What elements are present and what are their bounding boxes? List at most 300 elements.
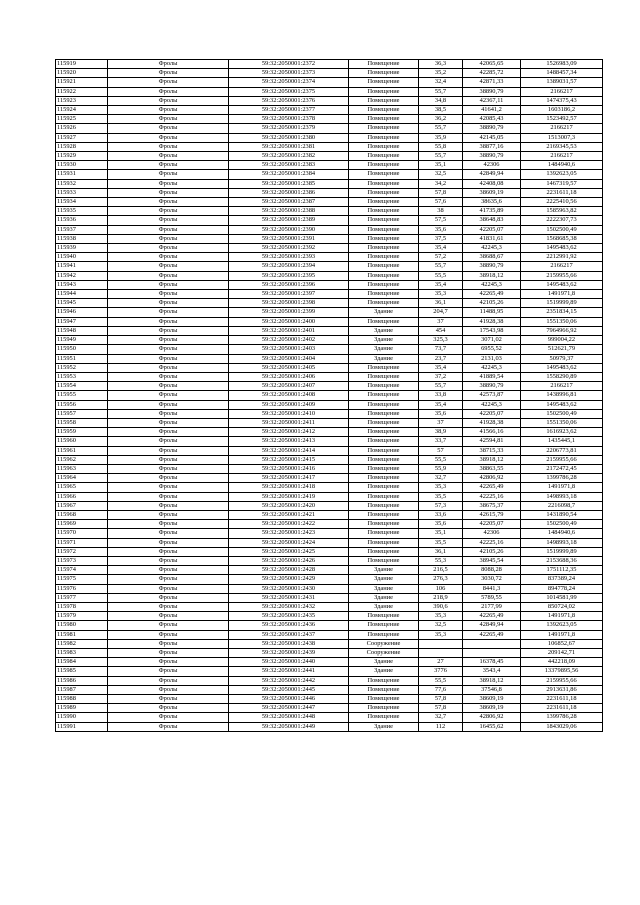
settlement-cell: Фролы <box>108 547 229 556</box>
table-row <box>56 630 603 639</box>
cadastral-number-cell: 59:32:2050001:2413 <box>229 437 349 446</box>
table-row <box>56 547 603 556</box>
area-cell: 32,5 <box>419 621 463 630</box>
table-body <box>56 60 603 732</box>
cadastral-number-cell: 59:32:2050001:2375 <box>229 87 349 96</box>
object-type-cell: Помещение <box>349 474 419 483</box>
row-number-cell: 115973 <box>56 556 108 565</box>
cadastral-number-cell: 59:32:2050001:2418 <box>229 483 349 492</box>
cadastral-value-cell: 1431890,54 <box>521 510 603 519</box>
row-number-cell: 115984 <box>56 658 108 667</box>
table-row <box>56 685 603 694</box>
row-number-cell: 115982 <box>56 639 108 648</box>
settlement-cell: Фролы <box>108 244 229 253</box>
row-number-cell: 115950 <box>56 345 108 354</box>
table-row <box>56 308 603 317</box>
cadastral-number-cell: 59:32:2050001:2377 <box>229 106 349 115</box>
row-number-cell: 115985 <box>56 667 108 676</box>
cadastral-value-cell: 2225410,56 <box>521 198 603 207</box>
area-cell: 35,5 <box>419 492 463 501</box>
row-number-cell: 115933 <box>56 188 108 197</box>
row-number-cell: 115977 <box>56 593 108 602</box>
object-type-cell: Помещение <box>349 418 419 427</box>
area-cell: 35,1 <box>419 161 463 170</box>
unit-value-cell: 42615,79 <box>463 510 521 519</box>
cadastral-value-cell: 1751112,35 <box>521 566 603 575</box>
cadastral-number-cell: 59:32:2050001:2388 <box>229 207 349 216</box>
area-cell: 55,3 <box>419 556 463 565</box>
row-number-cell: 115976 <box>56 584 108 593</box>
table-row <box>56 253 603 262</box>
cadastral-number-cell: 59:32:2050001:2383 <box>229 161 349 170</box>
cadastral-number-cell: 59:32:2050001:2429 <box>229 575 349 584</box>
row-number-cell: 115929 <box>56 152 108 161</box>
table-row <box>56 87 603 96</box>
unit-value-cell: 38918,12 <box>463 455 521 464</box>
area-cell: 35,4 <box>419 400 463 409</box>
object-type-cell: Помещение <box>349 87 419 96</box>
object-type-cell: Здание <box>349 602 419 611</box>
settlement-cell: Фролы <box>108 363 229 372</box>
cadastral-number-cell: 59:32:2050001:2422 <box>229 520 349 529</box>
cadastral-value-cell: 1484940,6 <box>521 529 603 538</box>
row-number-cell: 115922 <box>56 87 108 96</box>
row-number-cell: 115958 <box>56 418 108 427</box>
cadastral-value-cell: 2166217 <box>521 152 603 161</box>
cadastral-number-cell: 59:32:2050001:2448 <box>229 713 349 722</box>
object-type-cell: Здание <box>349 354 419 363</box>
settlement-cell: Фролы <box>108 713 229 722</box>
cadastral-number-cell: 59:32:2050001:2435 <box>229 612 349 621</box>
cadastral-number-cell: 59:32:2050001:2381 <box>229 142 349 151</box>
settlement-cell: Фролы <box>108 474 229 483</box>
cadastral-value-cell: 1513007,3 <box>521 133 603 142</box>
cadastral-value-cell: 1523492,57 <box>521 115 603 124</box>
settlement-cell: Фролы <box>108 455 229 464</box>
object-type-cell: Помещение <box>349 78 419 87</box>
table-row <box>56 290 603 299</box>
cadastral-value-cell: 1495483,62 <box>521 400 603 409</box>
table-row <box>56 455 603 464</box>
settlement-cell: Фролы <box>108 649 229 658</box>
row-number-cell: 115961 <box>56 446 108 455</box>
unit-value-cell: 2131,03 <box>463 354 521 363</box>
unit-value-cell: 5789,55 <box>463 593 521 602</box>
object-type-cell: Помещение <box>349 630 419 639</box>
object-type-cell: Помещение <box>349 464 419 473</box>
object-type-cell: Помещение <box>349 713 419 722</box>
unit-value-cell: 38715,33 <box>463 446 521 455</box>
area-cell: 38,9 <box>419 428 463 437</box>
table-row <box>56 216 603 225</box>
row-number-cell: 115964 <box>56 474 108 483</box>
cadastral-number-cell: 59:32:2050001:2419 <box>229 492 349 501</box>
unit-value-cell: 42245,3 <box>463 400 521 409</box>
object-type-cell: Помещение <box>349 695 419 704</box>
unit-value-cell: 42225,16 <box>463 492 521 501</box>
area-cell: 23,7 <box>419 354 463 363</box>
unit-value-cell: 42849,94 <box>463 621 521 630</box>
settlement-cell: Фролы <box>108 271 229 280</box>
area-cell: 55,5 <box>419 271 463 280</box>
area-cell: 35,4 <box>419 363 463 372</box>
cadastral-number-cell: 59:32:2050001:2400 <box>229 317 349 326</box>
object-type-cell: Здание <box>349 593 419 602</box>
area-cell: 112 <box>419 722 463 731</box>
cadastral-number-cell: 59:32:2050001:2389 <box>229 216 349 225</box>
unit-value-cell: 8088,28 <box>463 566 521 575</box>
cadastral-number-cell: 59:32:2050001:2431 <box>229 593 349 602</box>
unit-value-cell: 37546,8 <box>463 685 521 694</box>
unit-value-cell: 38890,79 <box>463 87 521 96</box>
table-row <box>56 437 603 446</box>
unit-value-cell: 42306 <box>463 161 521 170</box>
unit-value-cell: 42806,92 <box>463 713 521 722</box>
object-type-cell: Здание <box>349 345 419 354</box>
cadastral-value-cell: 2159955,66 <box>521 676 603 685</box>
row-number-cell: 115981 <box>56 630 108 639</box>
cadastral-number-cell: 59:32:2050001:2441 <box>229 667 349 676</box>
row-number-cell: 115938 <box>56 234 108 243</box>
object-type-cell: Помещение <box>349 207 419 216</box>
cadastral-number-cell: 59:32:2050001:2447 <box>229 704 349 713</box>
cadastral-number-cell: 59:32:2050001:2391 <box>229 234 349 243</box>
table-row <box>56 271 603 280</box>
row-number-cell: 115920 <box>56 69 108 78</box>
object-type-cell: Помещение <box>349 501 419 510</box>
object-type-cell: Помещение <box>349 170 419 179</box>
row-number-cell: 115931 <box>56 170 108 179</box>
cadastral-number-cell: 59:32:2050001:2399 <box>229 308 349 317</box>
object-type-cell: Помещение <box>349 621 419 630</box>
cadastral-value-cell: 1498993,18 <box>521 538 603 547</box>
cadastral-value-cell: 1551350,06 <box>521 418 603 427</box>
object-type-cell: Помещение <box>349 299 419 308</box>
unit-value-cell: 16455,62 <box>463 722 521 731</box>
settlement-cell: Фролы <box>108 446 229 455</box>
table-row <box>56 538 603 547</box>
unit-value-cell: 41566,16 <box>463 428 521 437</box>
row-number-cell: 115934 <box>56 198 108 207</box>
area-cell: 77,6 <box>419 685 463 694</box>
cadastral-value-cell: 1495483,62 <box>521 363 603 372</box>
cadastral-value-cell: 50979,37 <box>521 354 603 363</box>
cadastral-value-cell: 2222307,73 <box>521 216 603 225</box>
object-type-cell: Помещение <box>349 317 419 326</box>
object-type-cell: Помещение <box>349 556 419 565</box>
row-number-cell: 115960 <box>56 437 108 446</box>
area-cell: 57 <box>419 446 463 455</box>
area-cell: 55,7 <box>419 382 463 391</box>
object-type-cell: Помещение <box>349 372 419 381</box>
unit-value-cell <box>463 639 521 648</box>
object-type-cell: Помещение <box>349 198 419 207</box>
cadastral-value-cell: 1551350,06 <box>521 317 603 326</box>
cadastral-value-cell: 2169345,53 <box>521 142 603 151</box>
cadastral-value-cell: 1495483,62 <box>521 244 603 253</box>
area-cell: 106 <box>419 584 463 593</box>
row-number-cell: 115927 <box>56 133 108 142</box>
cadastral-number-cell: 59:32:2050001:2403 <box>229 345 349 354</box>
unit-value-cell: 42573,87 <box>463 391 521 400</box>
area-cell: 55,7 <box>419 87 463 96</box>
object-type-cell: Помещение <box>349 133 419 142</box>
settlement-cell: Фролы <box>108 280 229 289</box>
row-number-cell: 115949 <box>56 336 108 345</box>
area-cell: 218,9 <box>419 593 463 602</box>
cadastral-number-cell: 59:32:2050001:2412 <box>229 428 349 437</box>
settlement-cell: Фролы <box>108 483 229 492</box>
cadastral-value-cell: 1399786,28 <box>521 713 603 722</box>
object-type-cell: Помещение <box>349 115 419 124</box>
settlement-cell: Фролы <box>108 492 229 501</box>
settlement-cell: Фролы <box>108 630 229 639</box>
cadastral-value-cell: 1399786,28 <box>521 474 603 483</box>
object-type-cell: Помещение <box>349 60 419 69</box>
area-cell: 73,7 <box>419 345 463 354</box>
row-number-cell: 115948 <box>56 326 108 335</box>
object-type-cell: Помещение <box>349 96 419 105</box>
cadastral-value-cell: 2212991,92 <box>521 253 603 262</box>
area-cell: 204,7 <box>419 308 463 317</box>
area-cell: 57,6 <box>419 198 463 207</box>
object-type-cell: Помещение <box>349 152 419 161</box>
area-cell: 57,2 <box>419 253 463 262</box>
area-cell <box>419 649 463 658</box>
area-cell: 35,3 <box>419 483 463 492</box>
table-row <box>56 299 603 308</box>
row-number-cell: 115951 <box>56 354 108 363</box>
cadastral-number-cell: 59:32:2050001:2394 <box>229 262 349 271</box>
object-type-cell: Помещение <box>349 437 419 446</box>
row-number-cell: 115935 <box>56 207 108 216</box>
table-row <box>56 593 603 602</box>
row-number-cell: 115954 <box>56 382 108 391</box>
cadastral-number-cell: 59:32:2050001:2438 <box>229 639 349 648</box>
cadastral-value-cell: 1495483,62 <box>521 280 603 289</box>
cadastral-value-cell: 1474375,43 <box>521 96 603 105</box>
settlement-cell: Фролы <box>108 188 229 197</box>
cadastral-value-cell: 1519999,89 <box>521 299 603 308</box>
table-row <box>56 152 603 161</box>
cadastral-number-cell: 59:32:2050001:2373 <box>229 69 349 78</box>
settlement-cell: Фролы <box>108 556 229 565</box>
table-row <box>56 428 603 437</box>
cadastral-value-cell: 894778,24 <box>521 584 603 593</box>
settlement-cell: Фролы <box>108 676 229 685</box>
cadastral-number-cell: 59:32:2050001:2396 <box>229 280 349 289</box>
settlement-cell: Фролы <box>108 437 229 446</box>
cadastral-value-cell: 1616923,62 <box>521 428 603 437</box>
object-type-cell: Помещение <box>349 142 419 151</box>
settlement-cell: Фролы <box>108 372 229 381</box>
object-type-cell: Помещение <box>349 382 419 391</box>
cadastral-value-cell: 2159955,66 <box>521 271 603 280</box>
settlement-cell: Фролы <box>108 409 229 418</box>
cadastral-number-cell: 59:32:2050001:2421 <box>229 510 349 519</box>
table-row <box>56 520 603 529</box>
object-type-cell: Здание <box>349 658 419 667</box>
row-number-cell: 115957 <box>56 409 108 418</box>
row-number-cell: 115940 <box>56 253 108 262</box>
row-number-cell: 115971 <box>56 538 108 547</box>
area-cell: 35,3 <box>419 290 463 299</box>
area-cell: 57,8 <box>419 188 463 197</box>
cadastral-number-cell: 59:32:2050001:2390 <box>229 225 349 234</box>
row-number-cell: 115952 <box>56 363 108 372</box>
settlement-cell: Фролы <box>108 207 229 216</box>
unit-value-cell: 42205,07 <box>463 409 521 418</box>
cadastral-number-cell: 59:32:2050001:2401 <box>229 326 349 335</box>
object-type-cell: Помещение <box>349 290 419 299</box>
settlement-cell: Фролы <box>108 317 229 326</box>
cadastral-value-cell: 1558290,89 <box>521 372 603 381</box>
table-row <box>56 262 603 271</box>
cadastral-number-cell: 59:32:2050001:2382 <box>229 152 349 161</box>
table-row <box>56 372 603 381</box>
table-row <box>56 188 603 197</box>
row-number-cell: 115963 <box>56 464 108 473</box>
unit-value-cell: 38918,12 <box>463 271 521 280</box>
object-type-cell: Здание <box>349 336 419 345</box>
unit-value-cell: 42105,26 <box>463 547 521 556</box>
object-type-cell: Помещение <box>349 106 419 115</box>
area-cell: 55,9 <box>419 464 463 473</box>
table-row <box>56 464 603 473</box>
cadastral-number-cell: 59:32:2050001:2445 <box>229 685 349 694</box>
settlement-cell: Фролы <box>108 464 229 473</box>
cadastral-value-cell: 1843029,06 <box>521 722 603 731</box>
cadastral-value-cell: 2166217 <box>521 382 603 391</box>
cadastral-number-cell: 59:32:2050001:2372 <box>229 60 349 69</box>
area-cell: 35,6 <box>419 409 463 418</box>
object-type-cell: Помещение <box>349 510 419 519</box>
cadastral-number-cell: 59:32:2050001:2379 <box>229 124 349 133</box>
row-number-cell: 115988 <box>56 695 108 704</box>
area-cell: 55,5 <box>419 455 463 464</box>
settlement-cell: Фролы <box>108 161 229 170</box>
cadastral-number-cell: 59:32:2050001:2436 <box>229 621 349 630</box>
area-cell: 37,2 <box>419 372 463 381</box>
cadastral-number-cell: 59:32:2050001:2378 <box>229 115 349 124</box>
cadastral-value-cell: 1389031,57 <box>521 78 603 87</box>
unit-value-cell: 38609,19 <box>463 188 521 197</box>
area-cell: 32,7 <box>419 713 463 722</box>
area-cell: 34,8 <box>419 96 463 105</box>
area-cell: 390,6 <box>419 602 463 611</box>
unit-value-cell: 42306 <box>463 529 521 538</box>
table-row <box>56 69 603 78</box>
cadastral-value-cell: 2159955,66 <box>521 455 603 464</box>
settlement-cell: Фролы <box>108 96 229 105</box>
table-row <box>56 133 603 142</box>
area-cell: 216,5 <box>419 566 463 575</box>
cadastral-number-cell: 59:32:2050001:2428 <box>229 566 349 575</box>
cadastral-value-cell: 442218,09 <box>521 658 603 667</box>
unit-value-cell: 3030,72 <box>463 575 521 584</box>
table-row <box>56 345 603 354</box>
cadastral-number-cell: 59:32:2050001:2442 <box>229 676 349 685</box>
object-type-cell: Помещение <box>349 685 419 694</box>
cadastral-value-cell: 1585963,82 <box>521 207 603 216</box>
cadastral-value-cell: 106852,67 <box>521 639 603 648</box>
table-row <box>56 115 603 124</box>
settlement-cell: Фролы <box>108 336 229 345</box>
unit-value-cell: 42065,65 <box>463 60 521 69</box>
table-row <box>56 556 603 565</box>
settlement-cell: Фролы <box>108 529 229 538</box>
object-type-cell: Помещение <box>349 492 419 501</box>
area-cell: 35,4 <box>419 244 463 253</box>
cadastral-value-cell: 1603186,2 <box>521 106 603 115</box>
object-type-cell: Здание <box>349 566 419 575</box>
table-row <box>56 326 603 335</box>
unit-value-cell: 38890,79 <box>463 124 521 133</box>
object-type-cell: Здание <box>349 326 419 335</box>
settlement-cell: Фролы <box>108 510 229 519</box>
table-row <box>56 658 603 667</box>
object-type-cell: Помещение <box>349 271 419 280</box>
object-type-cell: Помещение <box>349 188 419 197</box>
unit-value-cell: 42245,3 <box>463 363 521 372</box>
cadastral-number-cell: 59:32:2050001:2374 <box>229 78 349 87</box>
table-row <box>56 391 603 400</box>
cadastral-number-cell: 59:32:2050001:2409 <box>229 400 349 409</box>
settlement-cell: Фролы <box>108 87 229 96</box>
row-number-cell: 115939 <box>56 244 108 253</box>
cadastral-number-cell: 59:32:2050001:2406 <box>229 372 349 381</box>
table-row <box>56 704 603 713</box>
area-cell: 55,5 <box>419 676 463 685</box>
table-row <box>56 354 603 363</box>
row-number-cell: 115956 <box>56 400 108 409</box>
area-cell: 35,4 <box>419 280 463 289</box>
object-type-cell: Помещение <box>349 225 419 234</box>
unit-value-cell: 38863,55 <box>463 464 521 473</box>
settlement-cell: Фролы <box>108 695 229 704</box>
area-cell: 35,5 <box>419 538 463 547</box>
cadastral-number-cell: 59:32:2050001:2393 <box>229 253 349 262</box>
object-type-cell: Помещение <box>349 428 419 437</box>
cadastral-number-cell: 59:32:2050001:2404 <box>229 354 349 363</box>
cadastral-number-cell: 59:32:2050001:2416 <box>229 464 349 473</box>
table-row <box>56 446 603 455</box>
cadastral-value-cell: 2231611,18 <box>521 704 603 713</box>
cadastral-value-cell: 1392623,05 <box>521 621 603 630</box>
settlement-cell: Фролы <box>108 602 229 611</box>
table-row <box>56 363 603 372</box>
unit-value-cell: 42594,81 <box>463 437 521 446</box>
cadastral-number-cell: 59:32:2050001:2424 <box>229 538 349 547</box>
unit-value-cell: 2177,99 <box>463 602 521 611</box>
settlement-cell: Фролы <box>108 115 229 124</box>
area-cell: 35,3 <box>419 630 463 639</box>
row-number-cell: 115975 <box>56 575 108 584</box>
row-number-cell: 115970 <box>56 529 108 538</box>
unit-value-cell: 41928,38 <box>463 317 521 326</box>
settlement-cell: Фролы <box>108 391 229 400</box>
cadastral-value-cell: 1491971,8 <box>521 612 603 621</box>
unit-value-cell: 38890,79 <box>463 382 521 391</box>
cadastral-number-cell: 59:32:2050001:2420 <box>229 501 349 510</box>
table-row <box>56 409 603 418</box>
settlement-cell: Фролы <box>108 262 229 271</box>
unit-value-cell: 42849,94 <box>463 170 521 179</box>
area-cell: 27 <box>419 658 463 667</box>
cadastral-value-table <box>55 59 603 732</box>
area-cell: 36,1 <box>419 547 463 556</box>
settlement-cell: Фролы <box>108 142 229 151</box>
